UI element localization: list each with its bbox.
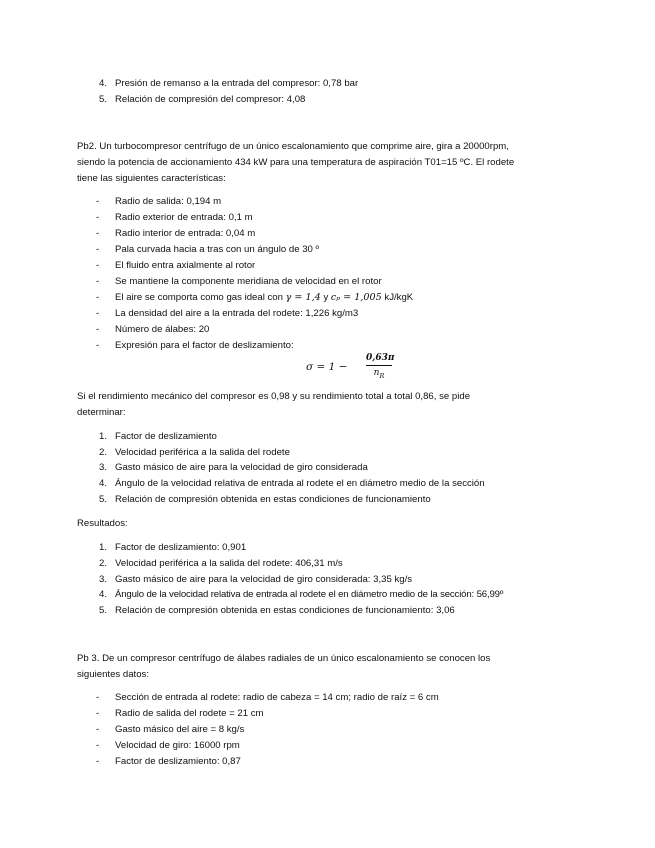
- fraction-bar: [366, 365, 392, 366]
- cp-expression: cₚ = 1,005: [330, 292, 382, 303]
- paragraph-line: determinar:: [77, 407, 126, 418]
- formula-numerator: 0,63π: [366, 353, 395, 363]
- paragraph-line: siguientes datos:: [77, 669, 149, 680]
- paragraph-line: siendo la potencia de accionamiento 434 kW para una temperatura de aspiración T01=15 ºC. El rodete: [77, 157, 515, 168]
- paragraph-line: Pb2. Un turbocompresor centrífugo de un único escalonamiento que comprime aire, gira a 20000rpm,: [77, 141, 509, 152]
- formula-denominator: $n_R$: [373, 368, 385, 380]
- gamma-expression: γ = 1,4: [285, 292, 321, 303]
- formula-lhs: σ = 1 −: [306, 361, 348, 373]
- paragraph-line: Pb 3. De un compresor centrífugo de álabes radiales de un único escalonamiento se conocen los: [77, 653, 491, 664]
- paragraph-line: Si el rendimiento mecánico del compresor es 0,98 y su rendimiento total a total 0,86, se pide: [77, 391, 471, 402]
- results-heading: Resultados:: [77, 518, 128, 529]
- paragraph-line: tiene las siguientes características:: [77, 173, 226, 184]
- formula-fraction: [366, 352, 395, 382]
